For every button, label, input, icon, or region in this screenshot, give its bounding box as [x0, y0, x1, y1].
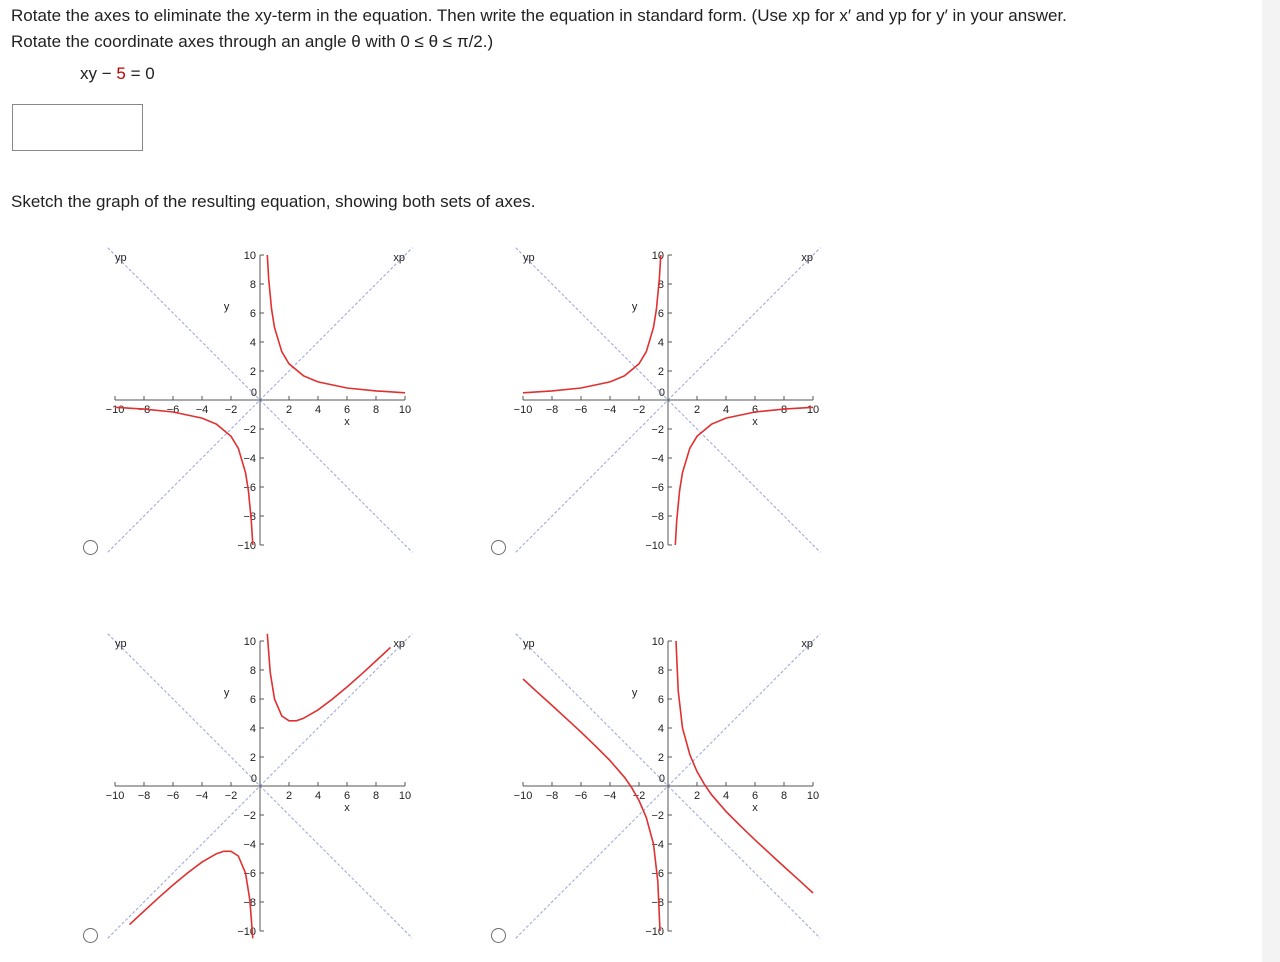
y-tick-label: −6 — [651, 868, 664, 880]
graph-option-a — [100, 226, 440, 556]
y-tick-label: −4 — [651, 453, 664, 465]
y-tick-label: −8 — [651, 897, 664, 909]
xp-axis-label: xp — [393, 251, 406, 264]
y-tick-label: 4 — [657, 337, 664, 349]
y-tick-label: −6 — [243, 482, 256, 494]
option-b-radio[interactable] — [491, 540, 506, 555]
x-tick-label: −8 — [137, 404, 151, 416]
graph-option-b — [508, 226, 848, 556]
y-tick-label: 10 — [651, 636, 664, 648]
question-line-1: Rotate the axes to eliminate the xy-term in the equation. Then write the equation in standard form. (Use xp for x′ and yp for y′ in your answer. — [11, 6, 1067, 25]
y-tick-label: −2 — [243, 424, 256, 436]
x-tick-label: −4 — [195, 790, 209, 802]
y-tick-label: −6 — [651, 482, 664, 494]
x-tick-label: −10 — [513, 790, 533, 802]
graph-option-c — [100, 612, 440, 942]
equation-coefficient: 5 — [116, 64, 126, 83]
x-tick-label: 6 — [343, 790, 351, 802]
x-tick-label: 8 — [780, 790, 788, 802]
y-tick-label: −4 — [651, 839, 664, 851]
y-tick-label: 6 — [249, 694, 256, 706]
y-tick-label: 4 — [249, 337, 256, 349]
x-tick-label: −2 — [632, 790, 646, 802]
y-tick-label: −8 — [243, 897, 256, 909]
x-tick-label: 8 — [780, 404, 788, 416]
x-tick-label: 8 — [372, 404, 380, 416]
origin-label: 0 — [658, 387, 665, 399]
x-tick-label: −10 — [105, 790, 125, 802]
y-tick-label: −4 — [243, 453, 256, 465]
equation-lhs: xy − — [80, 64, 112, 83]
curve-series-1 — [676, 641, 813, 893]
y-tick-label: 2 — [657, 366, 664, 378]
y-tick-label: −10 — [645, 926, 664, 938]
x-tick-label: −8 — [137, 790, 151, 802]
y-tick-label: −8 — [651, 511, 664, 523]
equation-rhs: = 0 — [130, 64, 155, 83]
y-tick-label: 6 — [657, 694, 664, 706]
yp-axis-label: yp — [114, 251, 127, 264]
y-tick-label: −4 — [243, 839, 256, 851]
y-tick-label: −2 — [651, 424, 664, 436]
curve-series-2 — [523, 679, 660, 931]
scrollbar-track[interactable] — [1262, 0, 1280, 962]
x-tick-label: −6 — [574, 790, 588, 802]
curve-series-2 — [130, 851, 253, 938]
y-tick-label: −2 — [243, 810, 256, 822]
y-tick-label: 8 — [657, 279, 664, 291]
origin-label: 0 — [658, 773, 665, 785]
y-tick-label: −6 — [243, 868, 256, 880]
x-tick-label: −10 — [105, 404, 125, 416]
y-tick-label: −10 — [237, 540, 256, 552]
y-tick-label: 6 — [249, 308, 256, 320]
y-tick-label: 2 — [657, 752, 664, 764]
x-tick-label: 2 — [285, 404, 293, 416]
option-c-radio[interactable] — [83, 928, 98, 943]
yp-axis-label: yp — [522, 251, 535, 264]
y-tick-label: 2 — [249, 752, 256, 764]
x-tick-label: −8 — [545, 404, 559, 416]
x-tick-label: −6 — [166, 404, 180, 416]
y-tick-label: 10 — [651, 250, 664, 262]
x-tick-label: −4 — [195, 404, 209, 416]
xp-axis-label: xp — [801, 637, 814, 650]
x-tick-label: 2 — [693, 404, 701, 416]
xp-axis-label: xp — [801, 251, 814, 264]
x-tick-label: −2 — [224, 404, 238, 416]
graph-option-d — [508, 612, 848, 942]
y-tick-label: 6 — [657, 308, 664, 320]
yp-axis-label: yp — [114, 637, 127, 650]
y-tick-label: 10 — [243, 636, 256, 648]
x-tick-label: 8 — [372, 790, 380, 802]
y-tick-label: 8 — [249, 665, 256, 677]
equation — [80, 64, 155, 84]
x-axis-label: x — [344, 802, 350, 814]
option-d-radio[interactable] — [491, 928, 506, 943]
x-axis-label: x — [752, 802, 758, 814]
origin-label: 0 — [250, 387, 257, 399]
x-tick-label: −2 — [224, 790, 238, 802]
x-axis-label: x — [344, 416, 350, 428]
y-tick-label: −8 — [243, 511, 256, 523]
x-tick-label: 4 — [722, 790, 730, 802]
x-tick-label: 6 — [751, 404, 759, 416]
y-tick-label: 2 — [249, 366, 256, 378]
x-tick-label: −4 — [603, 790, 617, 802]
y-axis-label: y — [223, 687, 230, 700]
x-tick-label: −2 — [632, 404, 646, 416]
y-axis-label: y — [631, 687, 638, 700]
x-tick-label: 10 — [806, 404, 820, 416]
y-tick-label: 4 — [249, 723, 256, 735]
question-line-2: Rotate the coordinate axes through an angle θ with 0 ≤ θ ≤ π/2.) — [11, 32, 494, 51]
xp-axis-label: xp — [393, 637, 406, 650]
y-tick-label: −2 — [651, 810, 664, 822]
y-axis-label: y — [631, 301, 638, 314]
curve-series-1 — [267, 634, 390, 721]
x-tick-label: 10 — [398, 790, 412, 802]
x-tick-label: −4 — [603, 404, 617, 416]
sketch-prompt: Sketch the graph of the resulting equation, showing both sets of axes. — [11, 192, 536, 211]
x-tick-label: 2 — [285, 790, 293, 802]
x-tick-label: −8 — [545, 790, 559, 802]
y-tick-label: −10 — [237, 926, 256, 938]
x-tick-label: 2 — [693, 790, 701, 802]
option-a-radio[interactable] — [83, 540, 98, 555]
yp-axis-label: yp — [522, 637, 535, 650]
x-tick-label: −6 — [574, 404, 588, 416]
x-axis-label: x — [752, 416, 758, 428]
y-tick-label: 10 — [243, 250, 256, 262]
x-tick-label: −10 — [513, 404, 533, 416]
y-axis-label: y — [223, 301, 230, 314]
y-tick-label: 8 — [249, 279, 256, 291]
y-tick-label: 4 — [657, 723, 664, 735]
y-tick-label: 8 — [657, 665, 664, 677]
x-tick-label: 4 — [314, 790, 322, 802]
origin-label: 0 — [250, 773, 257, 785]
x-tick-label: 6 — [751, 790, 759, 802]
y-tick-label: −10 — [645, 540, 664, 552]
x-tick-label: 6 — [343, 404, 351, 416]
x-tick-label: 10 — [398, 404, 412, 416]
x-tick-label: 4 — [314, 404, 322, 416]
x-tick-label: −6 — [166, 790, 180, 802]
x-tick-label: 4 — [722, 404, 730, 416]
x-tick-label: 10 — [806, 790, 820, 802]
answer-input[interactable] — [12, 104, 143, 151]
